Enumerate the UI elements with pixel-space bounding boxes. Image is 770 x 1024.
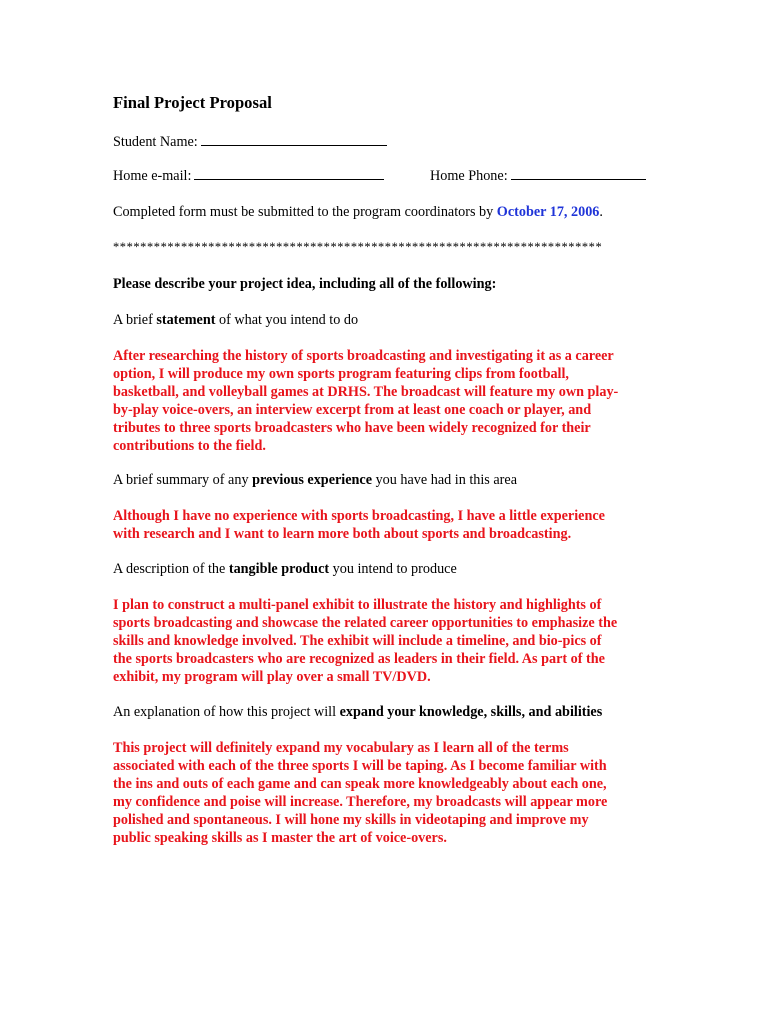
student-name-field[interactable] — [201, 133, 387, 146]
prompt-keyword: expand your knowledge, skills, and abilities — [339, 704, 603, 720]
answer-line: the ins and outs of each game and can speak more knowledgeably about each one, — [113, 776, 607, 792]
answer-line: my confidence and poise will increase. Therefore, my broadcasts will appear more — [113, 794, 608, 810]
answer-line: exhibit, my program will play over a small TV/DVD. — [113, 669, 431, 685]
answer-line: skills and knowledge involved. The exhibit will include a timeline, and bio-pics of — [113, 633, 602, 649]
deadline-suffix: . — [599, 204, 603, 220]
prompt-keyword: statement — [156, 312, 216, 328]
separator-line: ************************************************************************ — [113, 240, 603, 254]
student-name-row — [113, 133, 387, 151]
answer-line: polished and spontaneous. I will hone my skills in videotaping and improve my — [113, 812, 589, 828]
submission-note — [113, 203, 603, 221]
answer-line: sports broadcasting and showcase the related career opportunities to emphasize the — [113, 615, 618, 631]
prompt-expand-knowledge — [113, 703, 602, 721]
answer-tangible-product — [113, 596, 658, 686]
answer-expand-knowledge — [113, 739, 658, 847]
answer-line: Although I have no experience with sports broadcasting, I have a little experience — [113, 508, 605, 524]
home-email-row — [113, 167, 384, 185]
prompt-text: A description of the — [113, 561, 229, 577]
prompt-keyword: previous experience — [252, 472, 373, 488]
prompt-tangible-product — [113, 560, 457, 578]
prompt-text: A brief summary of any — [113, 472, 253, 488]
answer-line: the sports broadcasters who are recognized as leaders in their field. As part of the — [113, 651, 605, 667]
instructions-heading: Please describe your project idea, including all of the following: — [113, 276, 497, 292]
answer-line: option, I will produce my own sports program featuring clips from football, — [113, 366, 569, 382]
answer-line: contributions to the field. — [113, 438, 266, 454]
deadline-date: October 17, 2006 — [496, 204, 600, 220]
prompt-text: An explanation of how this project will — [113, 704, 340, 720]
answer-previous-experience — [113, 507, 658, 543]
answer-line: associated with each of the three sports I will be taping. As I become familiar with — [113, 758, 607, 774]
answer-line: basketball, and volleyball games at DRHS. The broadcast will feature my own play- — [113, 384, 619, 400]
student-name-label: Student Name: — [113, 134, 198, 150]
answer-line: This project will definitely expand my vocabulary as I learn all of the terms — [113, 740, 569, 756]
home-phone-row — [430, 167, 646, 185]
prompt-previous-experience — [113, 471, 517, 489]
prompt-text: A brief — [113, 312, 157, 328]
prompt-statement — [113, 311, 358, 329]
answer-statement — [113, 347, 658, 455]
answer-line: I plan to construct a multi-panel exhibit to illustrate the history and highlights of — [113, 597, 602, 613]
home-email-label: Home e-mail: — [113, 168, 192, 184]
prompt-text: of what you intend to do — [215, 312, 359, 328]
prompt-text: you intend to produce — [329, 561, 457, 577]
answer-line: tributes to three sports broadcasters who have been widely recognized for their — [113, 420, 591, 436]
submission-note-text: Completed form must be submitted to the program coordinators by — [113, 204, 494, 220]
page-title: Final Project Proposal — [113, 93, 272, 112]
answer-line: After researching the history of sports broadcasting and investigating it as a career — [113, 348, 614, 364]
home-email-field[interactable] — [194, 167, 384, 180]
answer-line: public speaking skills as I master the art of voice-overs. — [113, 830, 447, 846]
prompt-text: you have had in this area — [372, 472, 517, 488]
home-phone-label: Home Phone: — [430, 168, 508, 184]
prompt-keyword: tangible product — [228, 561, 330, 577]
answer-line: by-play voice-overs, an interview excerpt from at least one coach or player, and — [113, 402, 592, 418]
answer-line: with research and I want to learn more both about sports and broadcasting. — [113, 526, 572, 542]
home-phone-field[interactable] — [511, 167, 646, 180]
